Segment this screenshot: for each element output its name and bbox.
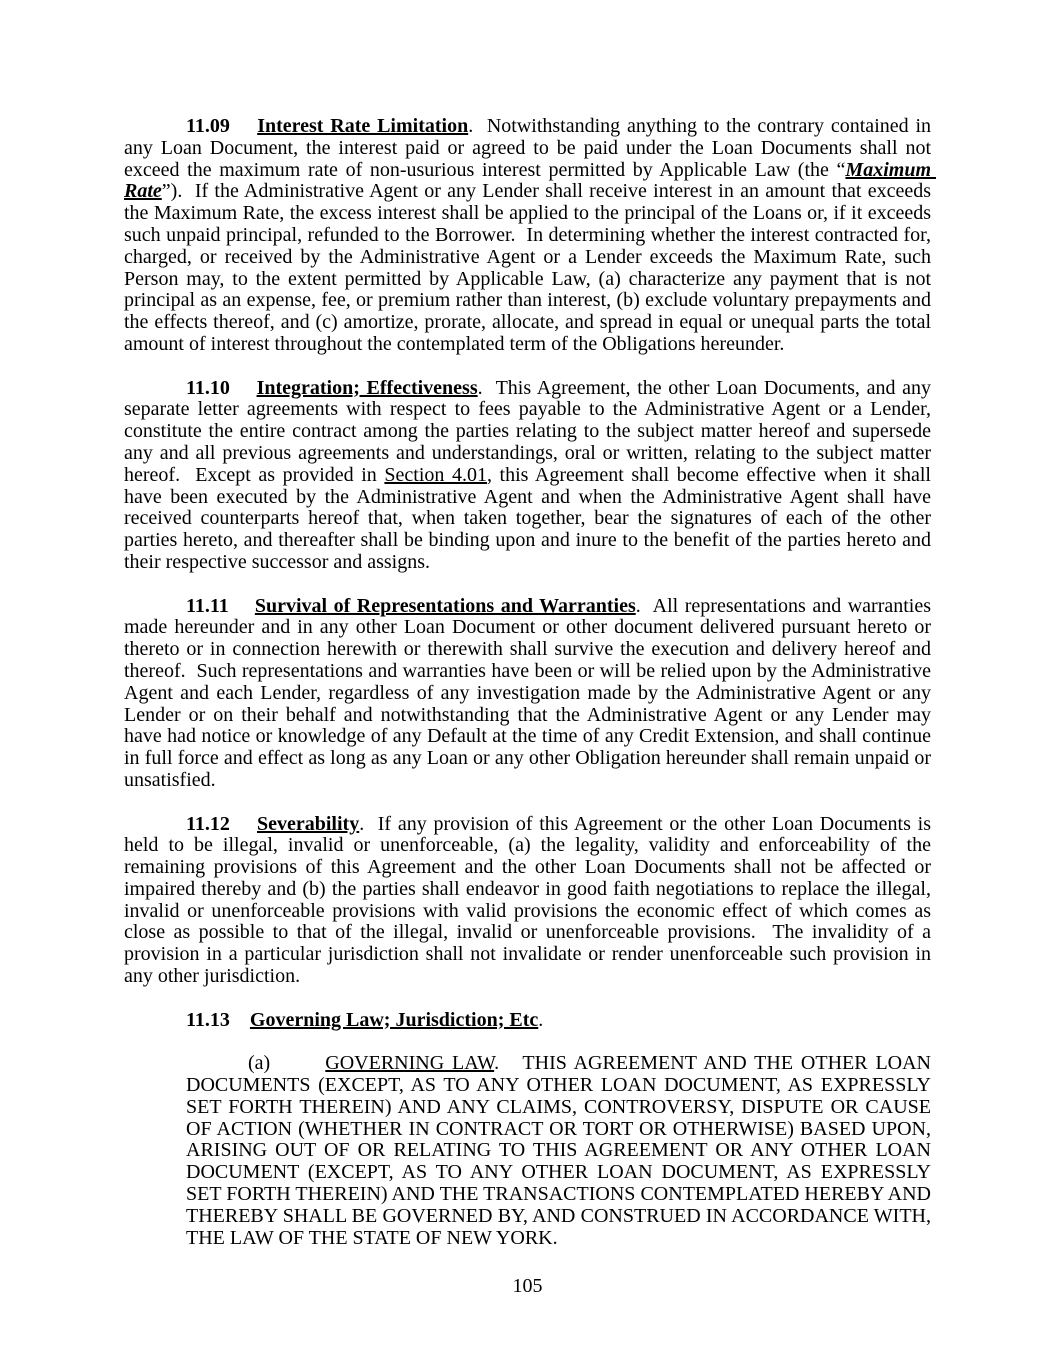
text-segment	[230, 377, 257, 399]
text-segment	[270, 1052, 325, 1074]
paragraph-interest-rate-limitation	[124, 115, 936, 356]
text-segment: Section 4.01	[384, 463, 487, 486]
text-segment: Integration; Effectiveness	[256, 376, 478, 399]
text-segment: . THIS AGREEMENT AND THE OTHER LOAN DOCUMENTS (EXCEPT, AS TO ANY OTHER LOAN DOCUMENT, AS EXPRESSLY SET FORTH THEREIN) AND ANY CLAIMS, CONTROVERSY, DISPUTE OR CAUSE OF ACTION (WHETHER IN CONTRACT OR TORT OR OTHERWISE) BASED UPON, ARISING OUT OF OR RELATING TO THIS AGREEMENT OR ANY OTHER LOAN DOCUMENT (EXCEPT, AS TO ANY OTHER LOAN DOCUMENT, AS EXPRESSLY SET FORTH THEREIN) AND THE TRANSACTIONS CONTEMPLATED HEREBY AND THEREBY SHALL BE GOVERNED BY, AND CONSTRUED IN ACCORDANCE WITH, THE LAW OF THE STATE OF NEW YORK.	[186, 1052, 937, 1249]
text-segment: ”). If the Administrative Agent or any Lender shall receive interest in an amount that exceeds the Maximum Rate, the excess interest shall be applied to the principal of the Loans or, if it exceeds such unpaid principal, refunded to the Borrower. In determining whether the interest contracted for, charged, or received by the Administrative Agent or a Lender exceeds the Maximum Rate, such Person may, to the extent permitted by Applicable Law, (a) characterize any payment that is not principal as an expense, fee, or premium rather than interest, (b) exclude voluntary prepayments and the effects thereof, and (c) amortize, prorate, allocate, and spread in equal or unequal parts the total amount of interest throughout the contemplated term of the Obligations hereunder.	[124, 180, 936, 355]
text-segment: . If any provision of this Agreement or the other Loan Documents is held to be illegal, invalid or unenforceable, (a) the legality, validity and enforceability of the remaining provisions of this Agreement and the other Loan Documents shall not be affected or impaired thereby and (b) the parties shall endeavor in good faith negotiations to replace the illegal, invalid or unenforceable provisions with valid provisions the economic effect of which comes as close as possible to that of the illegal, invalid or unenforceable provisions. The invalidity of a provision in a particular jurisdiction shall not invalidate or render unenforceable such provision in any other jurisdiction.	[124, 812, 937, 988]
text-segment: . All representations and warranties made hereunder and in any other Loan Document or other document delivered pursuant hereto or thereto or in connection herewith or therewith shall survive the execution and delivery hereof and thereof. Such representations and warranties have been or will be relied upon by the Administrative Agent and each Lender, regardless of any investigation made by the Administrative Agent or any Lender or on their behalf and notwithstanding that the Administrative Agent or any Lender may have had notice or knowledge of any Default at the time of any Credit Extension, and shall continue in full force and effect as long as any Loan or any other Obligation hereunder shall remain unpaid or unsatisfied.	[124, 594, 937, 791]
paragraph-integration-effectiveness	[124, 376, 936, 574]
text-segment: 11.11	[186, 594, 229, 617]
text-segment: Governing Law; Jurisdiction; Etc	[249, 1008, 539, 1031]
text-segment: .	[538, 1008, 544, 1031]
text-segment: . This Agreement, the other Loan Documents, and any separate letter agreements with respect to fees payable to the Administrative Agent or a Lender, constitute the entire contract among the parties relating to the subject matter hereof and supersede any and all previous agreements and understandings, oral or written, relating to the subject matter hereof. Except as provided in	[124, 376, 936, 486]
text-segment: Maximum Rate	[124, 158, 936, 203]
document-body	[124, 115, 937, 1249]
text-segment: 11.10	[186, 376, 230, 399]
text-segment: (a)	[248, 1052, 271, 1075]
text-segment: Interest Rate Limitation	[257, 115, 469, 137]
text-segment: , this Agreement shall become effective when it shall have been executed by the Administrative Agent and when the Administrative Agent shall have received counterparts hereof that, when taken together, bear the signatures of each of the other parties hereto, and thereafter shall be binding upon and inure to the benefit of the parties hereto and their respective successor and assigns.	[124, 463, 936, 573]
heading-governing-law-jurisdiction	[124, 1010, 931, 1032]
paragraph-survival-of-representations	[124, 594, 937, 792]
paragraph-severability	[124, 812, 937, 988]
text-segment: 11.13	[186, 1008, 230, 1031]
text-segment	[230, 1009, 250, 1031]
text-segment: GOVERNING LAW	[325, 1052, 495, 1075]
text-segment: . Notwithstanding anything to the contrary contained in any Loan Document, the interest paid or agreed to be paid under the Loan Documents shall not exceed the maximum rate of non-usurious interest permitted by Applicable Law (the “	[124, 115, 936, 181]
page-number: 105	[512, 1275, 543, 1297]
text-segment: 11.09	[186, 115, 230, 137]
text-segment	[230, 115, 257, 137]
text-segment: 11.12	[186, 812, 230, 835]
paragraph-governing-law	[186, 1052, 937, 1249]
text-segment: Survival of Representations and Warranties	[254, 594, 636, 617]
text-segment	[230, 813, 257, 835]
text-segment: Severability	[257, 812, 360, 835]
text-segment	[229, 595, 255, 617]
